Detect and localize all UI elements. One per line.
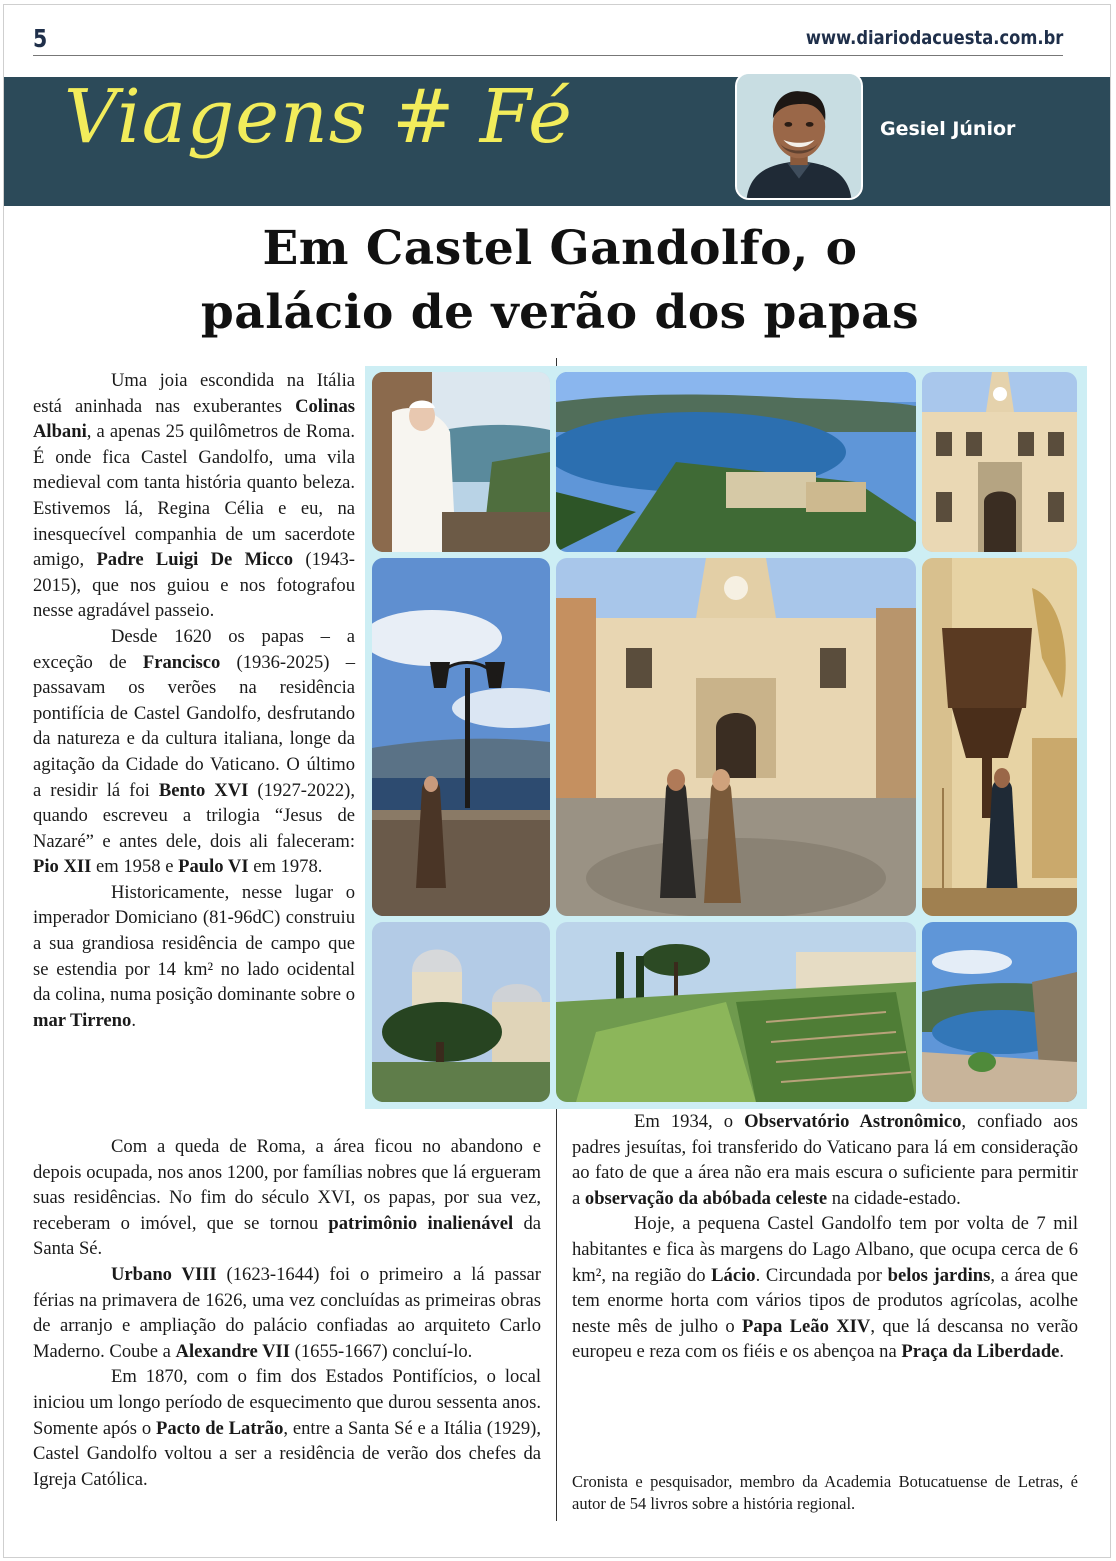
photo-lake-view — [922, 922, 1077, 1102]
photo-lake-albano-aerial — [556, 372, 916, 552]
headline-line-2: palácio de verão dos papas — [200, 285, 920, 340]
photo-palace-facade — [922, 372, 1077, 552]
page-number: 5 — [33, 24, 48, 53]
photo-mosaic — [365, 366, 1087, 1109]
author-photo — [735, 72, 863, 200]
paragraph-7: Em 1934, o Observatório Astronômico, confiado aos padres jesuítas, foi transferido do Vaticano para lá em consideração ao fato de que a área não era mais escura o suficiente para permitir a observação da abóbada celeste na cidade-estado. — [572, 1111, 1078, 1209]
author-name: Gesiel Júnior — [880, 118, 1016, 140]
photo-church-pulpit — [922, 558, 1077, 916]
article-column-left — [33, 368, 355, 1033]
paragraph-4: Com a queda de Roma, a área ficou no abandono e depois ocupada, nos anos 1200, por famílias nobres que lá ergueram suas residências. No fim do século XVI, os papas, por sua vez, receberam o imóvel, que se tornou patrimônio inalienável da Santa Sé. — [33, 1136, 542, 1260]
article-headline — [60, 217, 1060, 345]
paragraph-8: Hoje, a pequena Castel Gandolfo tem por volta de 7 mil habitantes e fica às margens do Lago Albano, que ocupa cerca de 6 km², na região do Lácio. Circundada por belos jardins, a área que tem enorme horta com vários tipos de produtos agrícolas, acolhe neste mês de julho o Papa Leão XIV, que lá descansa no verão europeu e reza com os fiéis e os abençoa na Praça da Liberdade. — [572, 1213, 1078, 1363]
paragraph-3: Historicamente, nesse lugar o imperador Domiciano (81-96dC) construiu a sua grandiosa residência de campo que se estendia por 14 km² no lado ocidental da colina, numa posição dominante sobre o mar Tirreno. — [33, 881, 355, 1031]
column-divider — [556, 1104, 557, 1521]
site-url[interactable]: www.diariodacuesta.com.br — [805, 27, 1063, 49]
headline-line-1: Em Castel Gandolfo, o — [262, 221, 858, 276]
column-title: Viagens # Fé — [64, 74, 573, 160]
photo-square-couple — [556, 558, 916, 916]
photo-barberini-gardens — [556, 922, 916, 1102]
paragraph-2: Desde 1620 os papas – a exceção de Francisco (1936-2025) – passavam os verões na residência pontifícia de Castel Gandolfo, desfrutando da natureza e da cultura italiana, longe da agitação da Cidade do Vaticano. O último a residir lá foi Bento XVI (1927-2022), quando escreveu a trilogia “Jesus de Nazaré” e antes dele, dois ali faleceram: Pio XII em 1958 e Paulo VI em 1978. — [33, 625, 356, 878]
photo-lamp-terrace — [372, 558, 550, 916]
photo-observatory-domes — [372, 922, 550, 1102]
paragraph-5: Urbano VIII (1623-1644) foi o primeiro a lá passar férias na primavera de 1626, uma vez concluídas as primeiras obras de arranjo e ampliação do palácio confiadas ao arquiteto Carlo Maderno. Coube a Alexandre VII (1655-1667) concluí-lo. — [33, 1263, 541, 1362]
paragraph-1: Uma joia escondida na Itália está aninhada nas exuberantes Colinas Albani, a apenas 25 quilômetros de Roma. É onde fica Castel Gandolfo, uma vila medieval com tanta história quanto beleza. Estivemos lá, Regina Célia e eu, na inesquecível companhia de um sacerdote amigo, Padre Luigi De Micco (1943-2015), que nos guiou e nos fotografou nesse agradável passeio. — [33, 370, 355, 622]
paragraph-6: Em 1870, com o fim dos Estados Pontifícios, o local iniciou um longo período de esquecimento que durou sessenta anos. Somente após o Pacto de Latrão, entre a Santa Sé e a Itália (1929), Castel Gandolfo voltou a ser a residência de verão dos chefes da Igreja Católica. — [33, 1366, 541, 1490]
header-divider — [33, 55, 1063, 56]
author-bio: Cronista e pesquisador, membro da Academia Botucatuense de Letras, é autor de 54 livros sobre a história regional. — [572, 1472, 1078, 1513]
photo-pope-balcony — [372, 372, 550, 552]
article-column-right — [572, 1109, 1078, 1365]
article-column-left-bottom — [33, 1134, 541, 1492]
